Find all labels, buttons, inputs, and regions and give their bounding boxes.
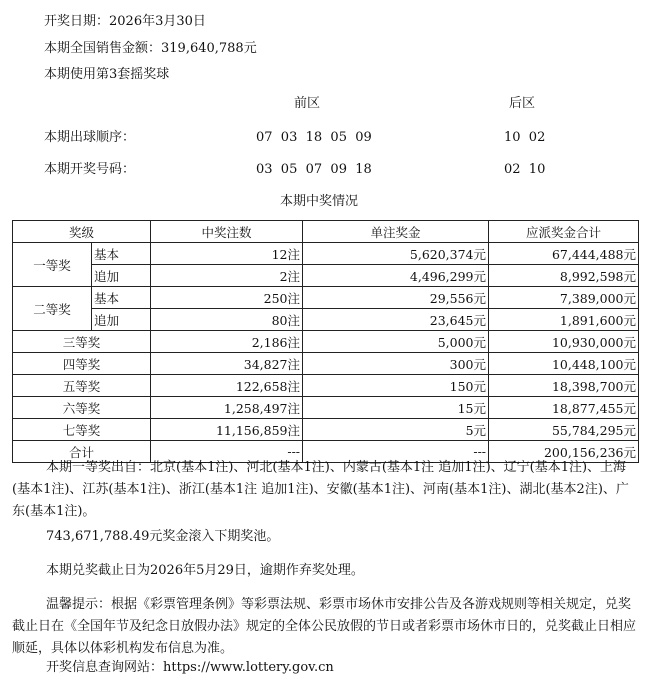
unit-prize: 5,000元 (303, 331, 489, 353)
winning-front-numbers: 03 05 07 09 18 (256, 162, 372, 177)
draw-date: 开奖日期：2026年3月30日 (44, 14, 206, 29)
total-prize: 18,877,455元 (489, 397, 639, 419)
draw-order-back-numbers: 10 02 (504, 130, 546, 145)
table-row (13, 265, 639, 287)
tier-name: 二等奖 (13, 287, 92, 331)
tier-name: 四等奖 (13, 353, 151, 375)
total-prize: 10,930,000元 (489, 331, 639, 353)
unit-prize: 29,556元 (303, 287, 489, 309)
table-row (13, 243, 639, 265)
winner-count: 122,658注 (151, 375, 303, 397)
table-row (13, 419, 639, 441)
header-unit-prize: 单注奖金 (303, 221, 489, 243)
winner-count: 11,156,859注 (151, 419, 303, 441)
ball-set-info: 本期使用第3套摇奖球 (44, 67, 170, 82)
winning-numbers-label: 本期开奖号码： (44, 162, 136, 177)
tier-subtype: 追加 (92, 309, 151, 331)
deadline-note (12, 560, 637, 582)
total-prize: 200,156,236元 (489, 441, 639, 463)
total-prize: 7,389,000元 (489, 287, 639, 309)
first-prize-origin-text: 本期一等奖出自：北京(基本1注)、河北(基本1注)、内蒙古(基本1注 追加1注)、辽宁(基本1注)、上海(基本1注)、江苏(基本1注)、浙江(基本1注 追加1注)、安徽(基本1注)、河南(基本1注)、湖北(基本2注)、广东(基本1注)。 (12, 460, 629, 519)
total-prize: 8,992,598元 (489, 265, 639, 287)
tier-name: 七等奖 (13, 419, 151, 441)
website-note (12, 657, 637, 679)
winner-count: --- (151, 441, 303, 463)
header-prize-level: 奖级 (13, 221, 151, 243)
sales-amount: 本期全国销售金额：319,640,788元 (44, 41, 257, 56)
header-winner-count: 中奖注数 (151, 221, 303, 243)
unit-prize: 150元 (303, 375, 489, 397)
unit-prize: 4,496,299元 (303, 265, 489, 287)
table-row (13, 397, 639, 419)
table-row (13, 353, 639, 375)
total-prize: 1,891,600元 (489, 309, 639, 331)
table-row (13, 309, 639, 331)
website-text: 开奖信息查询网站：https://www.lottery.gov.cn (46, 660, 334, 675)
draw-order-label: 本期出球顺序： (44, 130, 136, 145)
total-prize: 18,398,700元 (489, 375, 639, 397)
total-prize: 10,448,100元 (489, 353, 639, 375)
header-total-prize: 应派奖金合计 (489, 221, 639, 243)
tip-text: 温馨提示：根据《彩票管理条例》等彩票法规、彩票市场休市安排公告及各游戏规则等相关规定，兑奖截止日在《全国年节及纪念日放假办法》规定的全体公民放假的节日或者彩票市场休市日的，兑奖截止日相应顺延，具体以体彩机构发布信息为准。 (12, 597, 637, 656)
winner-count: 34,827注 (151, 353, 303, 375)
tier-name: 一等奖 (13, 243, 92, 287)
front-zone-label: 前区 (294, 96, 321, 111)
winner-count: 250注 (151, 287, 303, 309)
unit-prize: 23,645元 (303, 309, 489, 331)
winner-count: 2注 (151, 265, 303, 287)
prize-table-caption: 本期中奖情况 (280, 194, 359, 209)
unit-prize: 5,620,374元 (303, 243, 489, 265)
tier-name: 三等奖 (13, 331, 151, 353)
first-prize-origin (12, 457, 637, 523)
tip-note (12, 594, 637, 660)
winner-count: 80注 (151, 309, 303, 331)
deadline-text: 本期兑奖截止日为2026年5月29日，逾期作弃奖处理。 (46, 563, 364, 578)
unit-prize: 300元 (303, 353, 489, 375)
draw-order-front-numbers: 07 03 18 05 09 (256, 130, 372, 145)
winning-back-numbers: 02 10 (504, 162, 546, 177)
tier-subtype: 基本 (92, 243, 151, 265)
back-zone-label: 后区 (509, 96, 536, 111)
table-row (13, 331, 639, 353)
winner-count: 1,258,497注 (151, 397, 303, 419)
table-row (13, 287, 639, 309)
total-prize: 67,444,488元 (489, 243, 639, 265)
tier-name: 五等奖 (13, 375, 151, 397)
winner-count: 2,186注 (151, 331, 303, 353)
total-prize: 55,784,295元 (489, 419, 639, 441)
tier-subtype: 基本 (92, 287, 151, 309)
total-label: 合计 (13, 441, 151, 463)
unit-prize: 15元 (303, 397, 489, 419)
tier-name: 六等奖 (13, 397, 151, 419)
unit-prize: --- (303, 441, 489, 463)
table-header-row (13, 221, 639, 243)
tier-subtype: 追加 (92, 265, 151, 287)
rollover-text: 743,671,788.49元奖金滚入下期奖池。 (46, 529, 280, 544)
winner-count: 12注 (151, 243, 303, 265)
rollover-note (12, 526, 637, 548)
table-row (13, 375, 639, 397)
unit-prize: 5元 (303, 419, 489, 441)
prize-table (12, 220, 639, 463)
